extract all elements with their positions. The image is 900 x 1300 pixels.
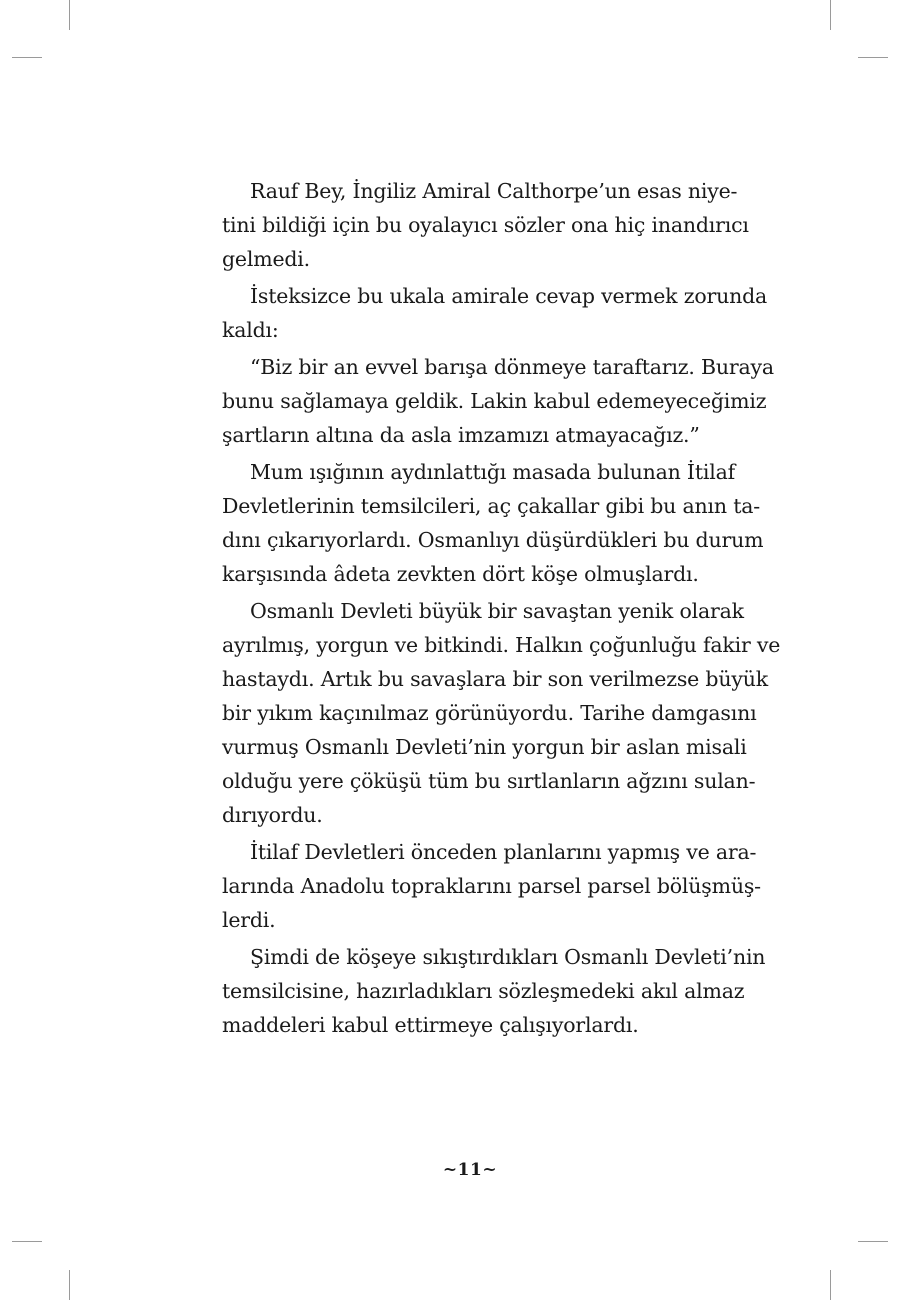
text-line: dırıyordu. [222,803,323,827]
text-line: Mum ışığının aydınlattığı masada bulunan İtilaf [250,460,735,484]
text-line: temsilcisine, hazırladıkları sözleşmedeki akıl almaz [222,979,745,1003]
text-line: ayrılmış, yorgun ve bitkindi. Halkın çoğunluğu fakir ve [222,633,781,657]
paragraph [222,835,761,937]
crop-mark-bottom-right [830,1270,831,1300]
paragraph [222,174,749,276]
crop-mark-right-bottom [858,1241,888,1242]
text-line: kaldı: [222,318,279,342]
crop-mark-bottom-left [69,1270,70,1300]
paragraph [222,279,768,347]
text-line: İsteksizce bu ukala amirale cevap vermek zorunda [250,284,768,308]
paragraph [222,594,781,832]
text-line: Rauf Bey, İngiliz Amiral Calthorpe’un esas niye- [250,179,738,203]
text-line: tini bildiği için bu oyalayıcı sözler ona hiç inandırıcı [222,213,749,237]
crop-mark-left-bottom [12,1241,42,1242]
text-line: bir yıkım kaçınılmaz görünüyordu. Tarihe damgasını [222,701,757,725]
text-line: hastaydı. Artık bu savaşlara bir son verilmezse büyük [222,667,768,691]
paragraph [222,940,766,1042]
text-line: şartların altına da asla imzamızı atmayacağız.” [222,423,700,447]
text-line: dını çıkarıyorlardı. Osmanlıyı düşürdükleri bu durum [222,528,764,552]
text-line: Devletlerinin temsilcileri, aç çakallar gibi bu anın ta- [222,494,760,518]
text-line: olduğu yere çöküşü tüm bu sırtlanların ağzını sulan- [222,769,756,793]
page-number: ~11~ [442,1160,498,1180]
text-line: “Biz bir an evvel barışa dönmeye taraftarız. Buraya [250,355,774,379]
crop-mark-left-top [12,57,42,58]
crop-mark-top-left [69,0,70,30]
text-line: maddeleri kabul ettirmeye çalışıyorlardı. [222,1013,639,1037]
paragraph [222,455,764,591]
text-line: Osmanlı Devleti büyük bir savaştan yenik olarak [250,599,744,623]
text-line: İtilaf Devletleri önceden planlarını yapmış ve ara- [250,840,757,864]
text-line: lerdi. [222,908,276,932]
body-text [222,174,781,1042]
crop-mark-top-right [830,0,831,30]
text-line: larında Anadolu topraklarını parsel parsel bölüşmüş- [222,874,761,898]
paragraph [222,350,774,452]
text-line: bunu sağlamaya geldik. Lakin kabul edemeyeceğimiz [222,389,767,413]
crop-mark-right-top [858,57,888,58]
text-line: vurmuş Osmanlı Devleti’nin yorgun bir aslan misali [222,735,747,759]
text-line: Şimdi de köşeye sıkıştırdıkları Osmanlı Devleti’nin [250,945,766,969]
text-line: gelmedi. [222,247,310,271]
text-line: karşısında âdeta zevkten dört köşe olmuşlardı. [222,562,699,586]
